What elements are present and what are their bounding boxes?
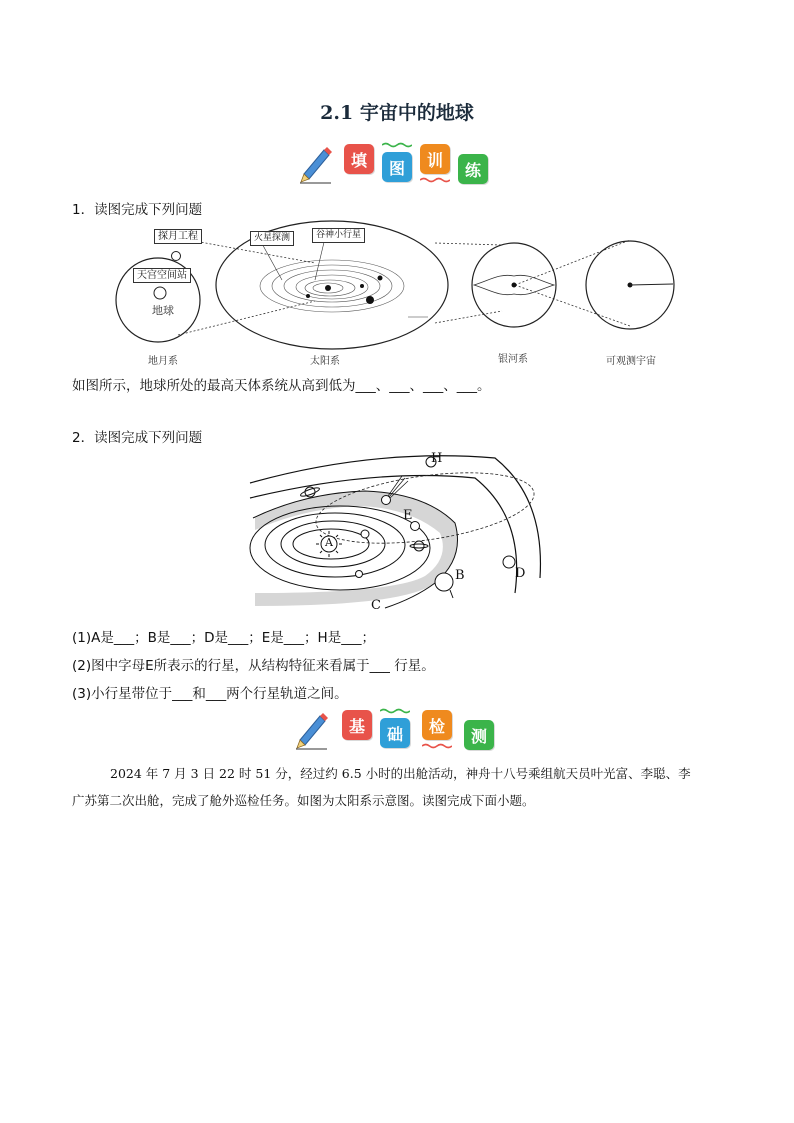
question-1-text: 如图所示，地球所处的最高天体系统从高到低为___、___、___、___。 — [72, 378, 491, 394]
passage-line-1: 2024 年 7 月 3 日 22 时 51 分，经过约 6.5 小时的出舱活动，神舟十八号乘组航天员叶光富、李聪、李 — [110, 766, 691, 781]
label-earth: 地球 — [152, 304, 174, 317]
label-lunar-program: 探月工程 — [154, 229, 202, 244]
tile-tu: 图 — [382, 152, 412, 182]
label-h: H — [431, 451, 443, 466]
label-e: E — [403, 508, 413, 523]
tile-ce: 测 — [464, 720, 494, 750]
label-c: C — [371, 598, 381, 613]
tile-tian: 填 — [344, 144, 374, 174]
label-ceres: 谷神小行星 — [312, 228, 365, 243]
wave-decoration — [380, 708, 410, 714]
label-d: D — [515, 566, 526, 581]
pencil-icon — [294, 710, 330, 750]
solar-system-diagram — [245, 448, 555, 618]
label-tiangong-station: 天宫空间站 — [133, 268, 191, 283]
tile-xun: 训 — [420, 144, 450, 174]
question-2-sub-2: (2)图中字母E所表示的行星，从结构特征来看属于___ 行星。 — [72, 658, 435, 674]
tile-lian: 练 — [458, 154, 488, 184]
caption-earth-moon: 地月系 — [148, 356, 178, 367]
question-2-heading: 2．读图完成下列问题 — [72, 430, 203, 446]
tile-chu: 础 — [380, 718, 410, 748]
wave-decoration — [422, 743, 452, 749]
solar-system-figure — [245, 448, 555, 618]
wave-decoration — [382, 142, 412, 148]
celestial-systems-figure — [110, 218, 690, 368]
label-a: A — [325, 536, 333, 549]
page-title: 2.1 宇宙中的地球 — [320, 102, 474, 124]
reading-passage — [72, 760, 732, 814]
tile-ji: 基 — [342, 710, 372, 740]
tile-jian: 检 — [422, 710, 452, 740]
question-2-sub-1: (1)A是___；B是___；D是___；E是___；H是___； — [72, 630, 375, 646]
passage-line-2: 广苏第二次出舱，完成了舱外巡检任务。如图为太阳系示意图。读图完成下面小题。 — [72, 793, 535, 808]
label-b: B — [455, 568, 465, 583]
section-banner-fill-map — [298, 142, 498, 192]
caption-observable-universe: 可观测宇宙 — [606, 356, 656, 367]
caption-solar-system: 太阳系 — [310, 356, 340, 367]
question-1-heading: 1．读图完成下列问题 — [72, 202, 203, 218]
question-2-sub-3: (3)小行星带位于___和___两个行星轨道之间。 — [72, 686, 348, 702]
pencil-icon — [298, 144, 334, 184]
label-mars-probe: 火星探测 — [250, 231, 294, 246]
section-banner-basic-test — [294, 708, 504, 758]
wave-decoration — [420, 177, 450, 183]
caption-milky-way: 银河系 — [498, 354, 528, 365]
